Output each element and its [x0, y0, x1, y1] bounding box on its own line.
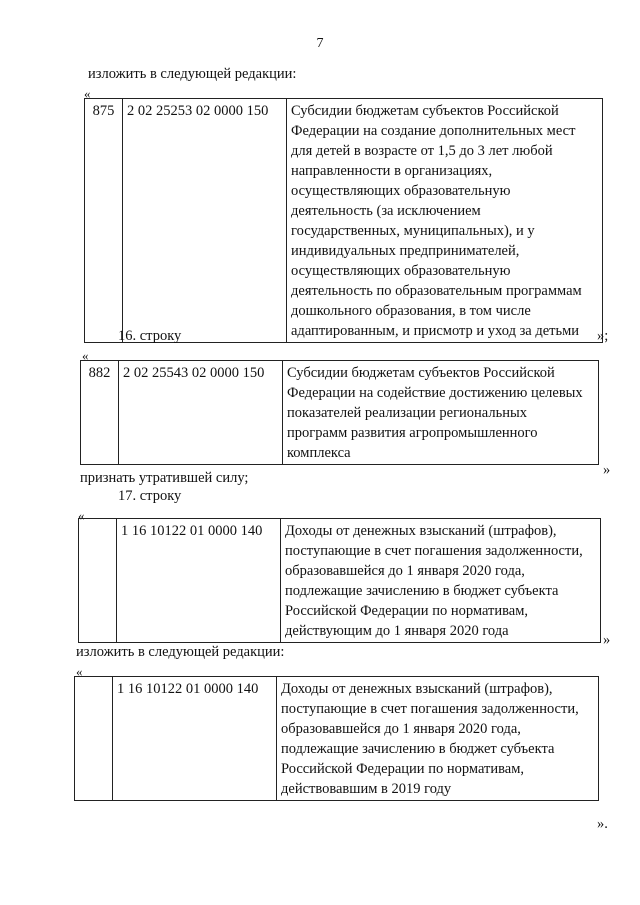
table-row-882: [80, 360, 599, 465]
budget-code: 2 02 25253 02 0000 150: [123, 99, 287, 343]
page-number: 7: [316, 36, 324, 51]
row-description: Доходы от денежных взысканий (штрафов), поступающие в счет погашения задолженности, образовавшейся до 1 января 2020 года, подлежащие зачислению в бюджет субъекта Российской Федерации по нормативам, действовавшим в 2019 году: [277, 677, 599, 801]
row-description: Субсидии бюджетам субъектов Российской Федерации на содействие достижению целевых показателей реализации региональных программ развития агропромышленного комплекса: [283, 361, 599, 465]
row-number: 882: [81, 361, 119, 465]
table-row-new: [74, 676, 599, 801]
open-quote-3: «: [78, 508, 85, 523]
close-quote-period: ».: [597, 816, 608, 832]
open-quote-1: «: [84, 86, 91, 101]
budget-code: 2 02 25543 02 0000 150: [119, 361, 283, 465]
budget-code: 1 16 10122 01 0000 140: [117, 519, 281, 643]
close-quote-2: »: [603, 462, 611, 478]
intro-text-1: изложить в следующей редакции:: [88, 66, 297, 82]
budget-code: 1 16 10122 01 0000 140: [113, 677, 277, 801]
close-quote-semicolon: »;: [597, 328, 609, 344]
table-row-old: [78, 518, 601, 643]
intro-text-2: изложить в следующей редакции:: [76, 644, 285, 660]
item-17: 17. строку: [118, 488, 182, 504]
row-description: Доходы от денежных взысканий (штрафов), поступающие в счет погашения задолженности, образовавшейся до 1 января 2020 года, подлежащие зачислению в бюджет субъекта Российской Федерации по нормативам, действующим до 1 января 2020 года: [281, 519, 601, 643]
row-description: Субсидии бюджетам субъектов Российской Федерации на создание дополнительных мест для детей в возрасте от 1,5 до 3 лет любой направленности в организациях, осуществляющих образовательную деятельность (за исключением государственных, муниципальных), и у индивидуальных предпринимателей, осуществляющих образовательную деятельность по образовательным программам дошкольного образования, в том числе адаптированным, и присмотр и уход за детьми: [287, 99, 603, 343]
row-number: [79, 519, 117, 643]
row-number: [75, 677, 113, 801]
item-16: 16. строку: [118, 328, 182, 344]
row-number: 875: [85, 99, 123, 343]
close-quote-3: »: [603, 632, 611, 648]
lapsed-text: признать утратившей силу;: [80, 470, 249, 486]
open-quote-4: «: [76, 664, 83, 679]
open-quote-2: «: [82, 348, 89, 363]
table-row-875: [84, 98, 603, 343]
